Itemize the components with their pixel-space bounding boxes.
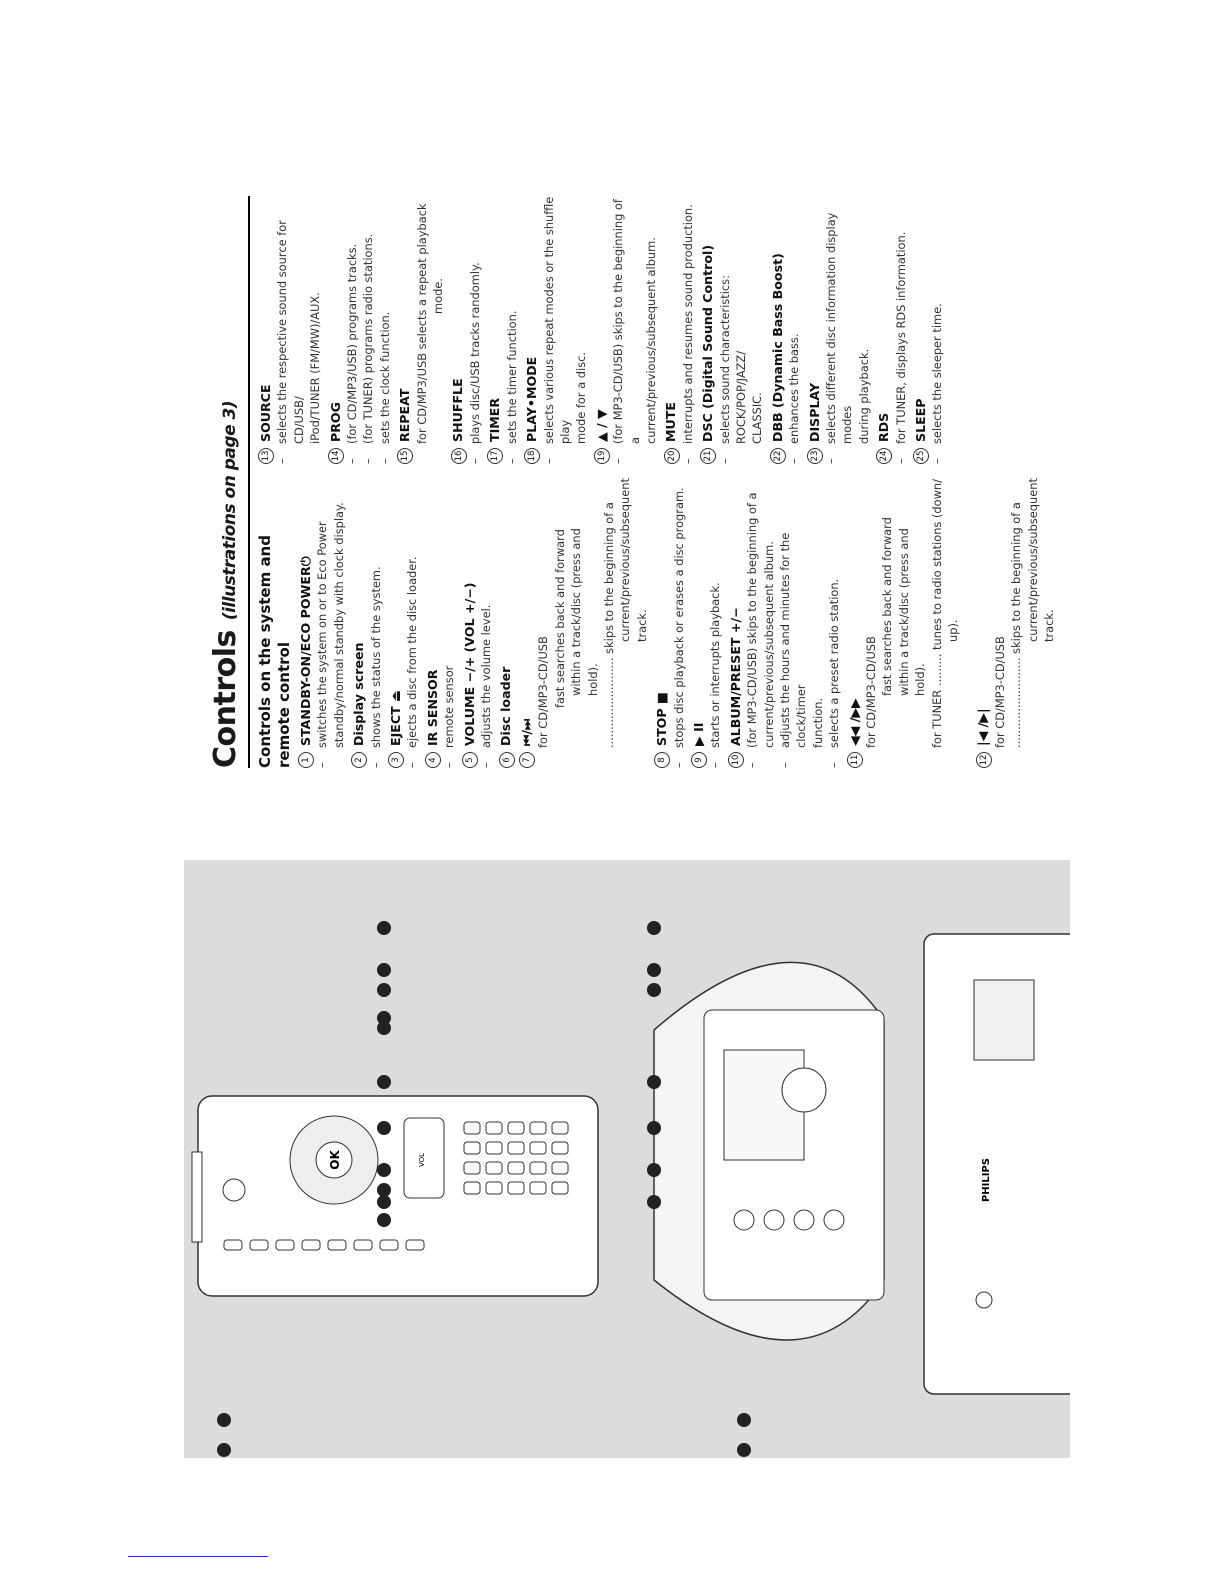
item-line: – sets the clock function.	[377, 311, 392, 464]
item-text: plays disc/USB tracks randomly.	[467, 262, 482, 444]
item-title: ▲ / ▼	[593, 409, 609, 442]
remote-key	[552, 1142, 568, 1154]
item-line: during playback.	[856, 348, 871, 444]
remote-key	[486, 1142, 502, 1154]
item-text: remote sensor	[442, 665, 457, 748]
item-title: PLAY•MODE	[524, 356, 540, 442]
item-text: switches the system on or to Eco Power	[315, 521, 330, 748]
callout-marker	[377, 921, 391, 935]
item-text: ejects a disc from the disc loader.	[405, 556, 420, 748]
item-line: fast searches back and forward	[880, 517, 895, 696]
item-title: DSC (Digital Sound Control)	[700, 244, 716, 442]
item-text: selects the respective sound source for CD/USB/	[275, 220, 306, 444]
item-line: – selects sound characteristics: ROCK/POP/JAZZ/	[717, 194, 750, 464]
item-2	[351, 468, 384, 768]
callout-marker	[377, 1121, 391, 1135]
title-rule	[248, 196, 250, 768]
item-number: 5	[462, 752, 478, 768]
callout-marker	[377, 963, 391, 977]
item-title: STANDBY-ON/ECO POWER⏻	[298, 556, 313, 746]
item-line: – stops disc playback or erases a disc program.	[671, 487, 686, 768]
item-title: DBB (Dynamic Bass Boost)	[769, 253, 785, 442]
item-line: – adjusts the volume level.	[479, 604, 494, 768]
page-title-main: Controls	[208, 630, 243, 768]
item-line: hold).	[913, 663, 928, 696]
item-line: current/previous/subsequent	[618, 478, 633, 642]
item-line: – ejects a disc from the disc loader.	[405, 556, 420, 768]
item-line: for CD/MP3-CD/USB	[992, 636, 1007, 748]
remote-key	[250, 1240, 268, 1250]
remote-key	[552, 1162, 568, 1174]
callout-marker	[377, 1183, 391, 1197]
remote-key	[508, 1182, 524, 1194]
item-title: ◀◀ /▶▶	[846, 698, 862, 746]
remote-key	[552, 1122, 568, 1134]
item-line: within a track/disc (press and	[896, 528, 911, 696]
remote-key	[380, 1240, 398, 1250]
remote-key	[530, 1162, 546, 1174]
callout-marker	[647, 1163, 661, 1177]
item-head	[450, 194, 466, 464]
item-title: Disc loader	[498, 666, 514, 746]
footer-rule	[128, 1556, 268, 1557]
item-line: – adjusts the hours and minutes for the clock/timer	[777, 468, 810, 768]
item-13	[258, 194, 324, 464]
item-number: 12	[976, 752, 992, 768]
item-20	[663, 194, 696, 464]
item-line: – (for MP3-CD/USB) skips to the beginning of a	[610, 194, 643, 464]
item-number: 22	[770, 448, 786, 464]
callout-marker	[647, 1195, 661, 1209]
callout-marker	[647, 983, 661, 997]
item-title: ▶ II	[690, 722, 706, 746]
item-number: 17	[487, 448, 503, 464]
remote-key	[464, 1162, 480, 1174]
item-line: up).	[946, 619, 961, 642]
item-number: 25	[913, 448, 929, 464]
section-title	[256, 468, 294, 768]
illustration-panel	[184, 860, 1070, 1458]
item-number: 15	[397, 448, 413, 464]
section-title-line1: Controls on the system and	[256, 535, 274, 768]
item-12	[975, 468, 1057, 768]
item-head	[258, 194, 274, 464]
item-head	[351, 468, 367, 768]
item-9	[691, 468, 724, 768]
item-text: shows the status of the system.	[368, 566, 383, 748]
item-line: – switches the system on or to Eco Power	[315, 521, 330, 768]
item-line: iPod/TUNER (FM/MW)/AUX.	[308, 292, 323, 444]
item-head	[328, 194, 344, 464]
item-number: 23	[807, 448, 823, 464]
item-4	[425, 468, 458, 768]
remote-key	[354, 1240, 372, 1250]
remote-key	[486, 1162, 502, 1174]
item-25	[913, 194, 946, 464]
item-line: – plays disc/USB tracks randomly.	[467, 262, 482, 464]
item-head	[770, 194, 786, 464]
item-21	[700, 194, 766, 464]
section-title-line2: remote control	[275, 642, 293, 768]
callout-marker	[377, 983, 391, 997]
item-16	[450, 194, 483, 464]
item-7	[519, 468, 650, 768]
item-head	[975, 468, 991, 768]
item-title: ⏮/⏭	[518, 718, 534, 746]
item-line: track.	[634, 609, 649, 642]
item-line: – (for MP3-CD/USB) skips to the beginning of a	[745, 492, 760, 768]
item-line: within a track/disc (press and	[569, 528, 584, 696]
remote-key	[276, 1240, 294, 1250]
item-line: ......................... skips to the beginning of a	[601, 502, 616, 748]
item-line: for CD/MP3/USB selects a repeat playback	[414, 203, 429, 444]
main-unit	[654, 962, 884, 1340]
item-6	[498, 468, 514, 768]
item-line: current/previous/subsequent album.	[643, 237, 658, 444]
callout-marker	[647, 1075, 661, 1089]
item-head	[462, 468, 478, 768]
item-text: adjusts the hours and minutes for the clock/timer	[777, 532, 809, 748]
item-text: (for MP3-CD/USB) skips to the beginning of a	[611, 199, 642, 444]
callout-marker	[737, 1443, 751, 1457]
remote-ok-label: OK	[328, 1150, 342, 1170]
item-head	[876, 194, 892, 464]
item-number: 11	[847, 752, 863, 768]
item-title: ALBUM/PRESET +/−	[727, 607, 743, 746]
item-text: for TUNER, displays RDS information.	[893, 231, 908, 444]
item-8	[654, 468, 687, 768]
item-head	[654, 468, 670, 768]
remote-key	[464, 1122, 480, 1134]
item-line: for CD/MP3-CD/USB	[864, 636, 878, 748]
column-left	[254, 468, 1057, 768]
item-line: for TUNER ......... tunes to radio stations (down/	[929, 479, 944, 748]
item-title: TIMER	[487, 397, 503, 442]
item-number: 13	[258, 448, 274, 464]
item-title: MUTE	[663, 402, 679, 442]
brand-label: PHILIPS	[981, 1157, 992, 1203]
remote-key	[508, 1142, 524, 1154]
item-line: – starts or interrupts playback.	[708, 582, 723, 768]
col2-items	[258, 194, 946, 464]
item-3	[388, 468, 421, 768]
remote-key	[486, 1122, 502, 1134]
item-head	[847, 468, 863, 768]
item-text: (for TUNER) programs radio stations.	[361, 233, 376, 444]
item-line: for CD/MP3-CD/USB	[536, 636, 551, 748]
item-line: current/previous/subsequent	[1025, 478, 1040, 642]
controls-text-page	[200, 148, 1057, 888]
item-title: VOLUME −/+ (VOL +/−)	[461, 582, 477, 746]
remote-key	[530, 1122, 546, 1134]
col1b-items	[654, 468, 724, 768]
callout-marker	[737, 1413, 751, 1427]
item-18	[524, 194, 590, 464]
callout-marker	[647, 1121, 661, 1135]
item-text: selects the sleeper time.	[930, 303, 945, 444]
item-line: – selects various repeat modes or the shuffle play	[541, 194, 574, 464]
item-head	[728, 468, 744, 768]
item-number: 10	[728, 752, 744, 768]
item-number: 19	[594, 448, 610, 464]
item-text: (for MP3-CD/USB) skips to the beginning of a	[745, 492, 760, 748]
item-line: fast searches back and forward	[552, 529, 567, 708]
item-head	[691, 468, 707, 768]
item-text: starts or interrupts playback.	[708, 582, 723, 748]
item-text: adjusts the volume level.	[479, 604, 494, 748]
item-text: stops disc playback or erases a disc program.	[671, 487, 686, 748]
item-line: – for TUNER, displays RDS information.	[893, 231, 908, 464]
callout-marker	[377, 1075, 391, 1089]
item-text: selects sound characteristics: ROCK/POP/JAZZ/	[717, 275, 748, 444]
item-head	[487, 194, 503, 464]
remote-control	[192, 1096, 598, 1296]
item-11	[847, 468, 962, 768]
item-number: 16	[451, 448, 467, 464]
item-head	[519, 468, 535, 768]
remote-key	[486, 1182, 502, 1194]
item-title: Display screen	[351, 642, 367, 746]
item-text: sets the timer function.	[504, 310, 519, 444]
remote-key	[328, 1240, 346, 1250]
item-line: – selects the respective sound source for CD/USB/	[274, 194, 307, 464]
item-number: 9	[691, 752, 707, 768]
item-number: 4	[425, 752, 441, 768]
item-head	[397, 194, 413, 464]
callout-marker	[647, 963, 661, 977]
item-title: STOP ■	[654, 692, 670, 746]
item-number: 20	[664, 448, 680, 464]
item-title: IR SENSOR	[424, 669, 440, 746]
item-line: – remote sensor	[442, 665, 457, 768]
item-line: – (for TUNER) programs radio stations.	[361, 233, 376, 464]
callout-marker	[377, 1195, 391, 1209]
remote-key	[406, 1240, 424, 1250]
item-head	[663, 194, 679, 464]
item-line: – enhances the bass.	[787, 333, 802, 464]
item-head	[524, 194, 540, 464]
col1-items	[298, 468, 515, 768]
item-line: current/previous/subsequent album.	[761, 541, 776, 748]
item-number: 21	[700, 448, 716, 464]
callout-marker	[217, 1413, 231, 1427]
item-text: selects a preset radio station.	[827, 578, 842, 748]
item-text: enhances the bass.	[787, 333, 802, 444]
item-head	[388, 468, 404, 768]
item-head	[298, 468, 314, 768]
remote-key	[464, 1142, 480, 1154]
item-line: – shows the status of the system.	[368, 566, 383, 768]
item-title: EJECT ⏏	[388, 689, 404, 746]
item-line: track.	[1042, 609, 1057, 642]
item-head	[498, 468, 514, 768]
item-text: selects various repeat modes or the shuffle play	[541, 196, 572, 444]
remote-vol-label: VOL	[418, 1152, 426, 1168]
item-head	[807, 194, 823, 464]
item-14	[328, 194, 394, 464]
rotated-content	[200, 148, 1057, 768]
item-head	[913, 194, 929, 464]
item-line: hold).	[585, 663, 600, 696]
callout-marker	[217, 1443, 231, 1457]
item-22	[770, 194, 803, 464]
item-number: 18	[524, 448, 540, 464]
item-line: – interrupts and resumes sound production.	[680, 204, 695, 464]
item-19	[594, 194, 660, 464]
item-number: 1	[298, 752, 314, 768]
item-text: selects different disc information display modes	[824, 212, 855, 444]
column-right	[254, 194, 946, 464]
item-line: mode for a disc.	[574, 351, 589, 444]
page-title	[208, 401, 243, 768]
item-title: SOURCE	[258, 384, 273, 442]
item-title: DISPLAY	[806, 382, 822, 442]
page-title-sub: (illustrations on page 3)	[220, 400, 240, 621]
item-title: |◀ /▶|	[975, 708, 991, 746]
remote-key	[224, 1240, 242, 1250]
item-number: 8	[654, 752, 670, 768]
callout-marker	[377, 1163, 391, 1177]
item-head	[594, 194, 610, 464]
remote-key	[530, 1142, 546, 1154]
item-text: interrupts and resumes sound production.	[680, 204, 695, 444]
item-line: – sets the timer function.	[504, 310, 519, 464]
item-23	[807, 194, 873, 464]
item-title: PROG	[327, 402, 343, 442]
item-number: 6	[499, 752, 515, 768]
remote-key	[508, 1122, 524, 1134]
item-15	[397, 194, 446, 464]
item-number: 7	[519, 752, 535, 768]
item-title: RDS	[876, 412, 892, 442]
remote-key	[552, 1182, 568, 1194]
device-illustration	[184, 860, 1070, 1458]
item-line: function.	[810, 697, 825, 748]
item-head	[425, 468, 441, 768]
callout-marker	[377, 1213, 391, 1227]
item-number: 24	[876, 448, 892, 464]
item-number: 2	[351, 752, 367, 768]
item-head	[700, 194, 716, 464]
item-title: SLEEP	[913, 398, 929, 442]
item-line: – (for CD/MP3/USB) programs tracks.	[345, 243, 360, 464]
item-number: 3	[388, 752, 404, 768]
remote-key	[302, 1240, 320, 1250]
side-unit	[924, 934, 1070, 1394]
remote-key	[530, 1182, 546, 1194]
remote-key	[508, 1162, 524, 1174]
item-line: mode.	[431, 278, 446, 314]
item-text: sets the clock function.	[377, 311, 392, 444]
item-5	[462, 468, 495, 768]
item-1	[298, 468, 347, 768]
item-line: – selects a preset radio station.	[827, 578, 842, 768]
item-text: (for CD/MP3/USB) programs tracks.	[345, 243, 360, 444]
callout-marker	[377, 1021, 391, 1035]
item-10	[728, 468, 843, 768]
item-line: ......................... skips to the beginning of a	[1009, 502, 1024, 748]
item-title: REPEAT	[397, 388, 413, 442]
item-17	[487, 194, 520, 464]
item-line: – selects the sleeper time.	[930, 303, 945, 464]
item-number: 14	[328, 448, 344, 464]
item-title: SHUFFLE	[450, 378, 466, 442]
remote-key	[464, 1182, 480, 1194]
callout-marker	[647, 921, 661, 935]
item-24	[876, 194, 909, 464]
item-line: CLASSIC.	[750, 392, 765, 444]
item-line: standby/normal standby with clock display.	[331, 502, 346, 748]
item-line: – selects different disc information display modes	[823, 194, 856, 464]
